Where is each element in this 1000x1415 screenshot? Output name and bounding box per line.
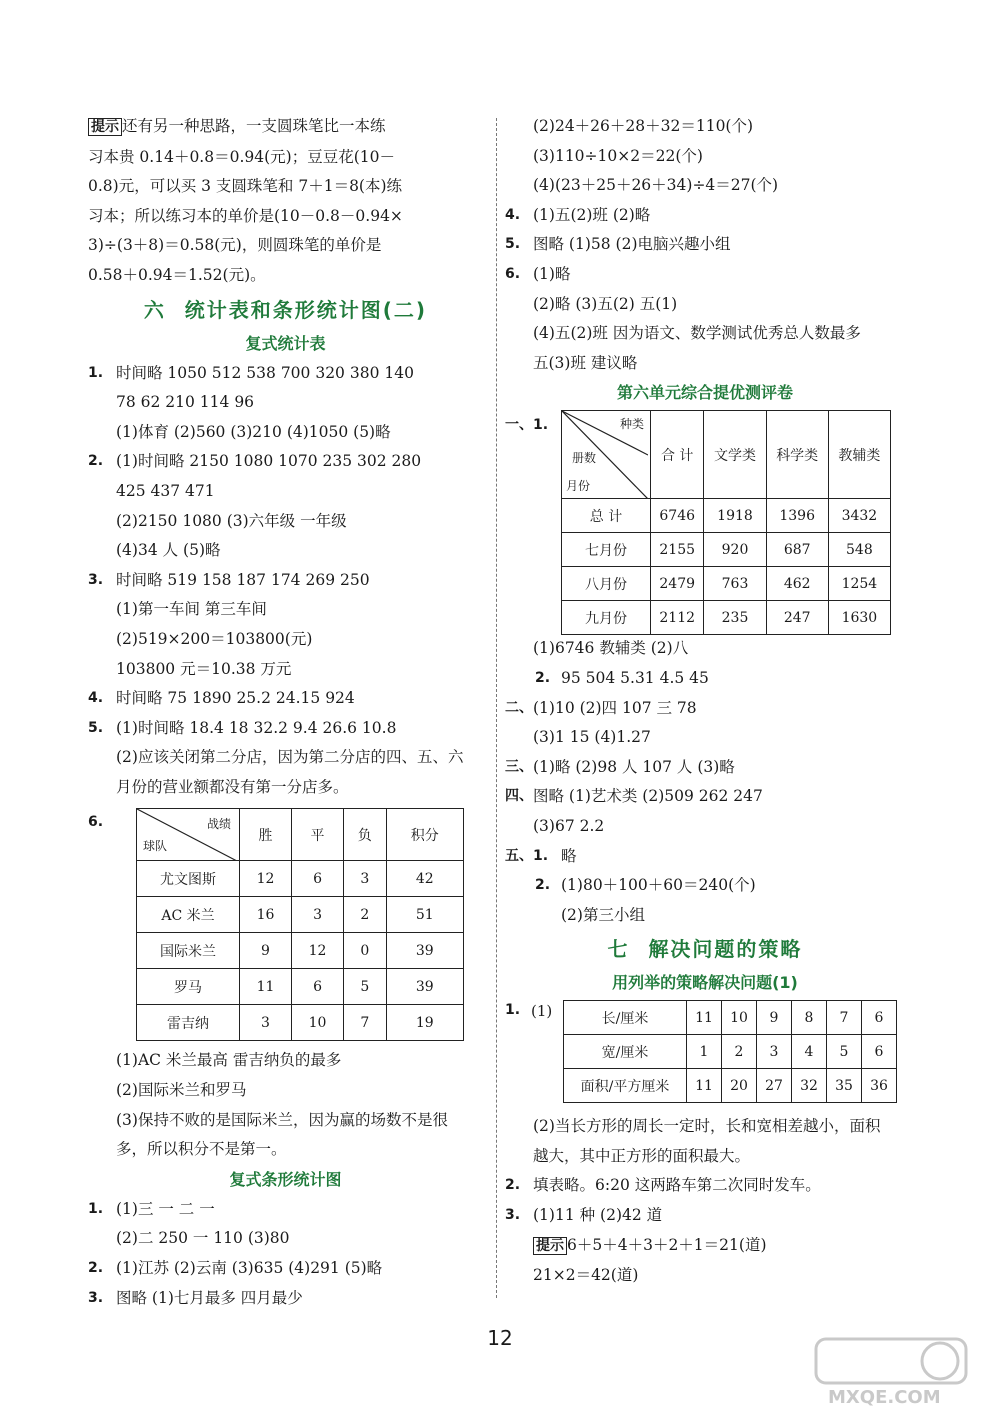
answer-line: 4. (1)五(2)班 (2)略 [505,205,651,224]
table-corner-cell: 种类 册数 月份 [562,411,651,499]
table-header: 负 [344,809,386,861]
answer-line: (1)AC 米兰最高 雷吉纳负的最多 [116,1051,342,1070]
answer-line: (3)110÷10×2＝22(个) [533,146,703,165]
chapter-title: 七 解决问题的策略 [607,937,803,962]
table-row: 罗马 11 6 5 39 [137,969,464,1005]
answer-line: 2. 填表略。6:20 这两路车第二次同时发车。 [505,1176,821,1195]
answer-line: (2)国际米兰和罗马 [116,1081,247,1100]
section-title: 用列举的策略解决问题(1) [612,973,798,993]
answer-line: (3)保持不败的是国际米兰，因为赢的场数不是很 [116,1110,448,1129]
q6-block: 6. 战绩 球队 胜 平 负 积分 尤文图斯 12 6 3 42 AC 米兰 16 3 2 51 国际米兰 9 12 0 39 罗马 11 6 5 39 雷吉纳 3 10 7 19 [88,808,483,1046]
answer-line: (2)24＋26＋28＋32＝110(个) [533,117,754,135]
answer-line: 五(3)班 建议略 [533,353,638,372]
answer-line: 3. 图略 (1)七月最多 四月最少 [88,1288,303,1307]
table-row: 宽/厘米 1 2 3 4 5 6 [564,1035,897,1069]
answer-line: 2. (1)80＋100＋60＝240(个) [535,876,756,895]
answer-line: 425 437 471 [116,481,215,500]
answer-line: (4)五(2)班 因为语文、数学测试优秀总人数最多 [533,324,861,343]
answer-line: (2)应该关闭第二分店，因为第二分店的四、五、六 [116,748,464,767]
answer-line: (3)1 15 (4)1.27 [533,728,651,747]
test-title: 第六单元综合提优测评卷 [616,383,793,403]
chapter-title: 六 统计表和条形统计图(二) [143,297,428,322]
c1-block: 1. (1) 长/厘米 11 10 9 8 7 6 宽/厘米 1 2 3 4 5 6 面积/平方厘米 11 20 27 32 35 36 [505,998,905,1112]
rectangle-table [563,1000,897,1103]
answer-line: 2. (1)时间略 2150 1080 1070 235 302 280 [88,452,422,471]
answer-line: 5. (1)时间略 18.4 18 32.2 9.4 26.6 10.8 [88,718,397,737]
answer-line: (1)第一车间 第三车间 [116,600,267,619]
table-row: 九月份 2112 235 247 1630 [562,601,891,635]
table-header: 平 [292,809,344,861]
left-column [88,112,483,1313]
answer-line: 5. 图略 (1)58 (2)电脑兴趣小组 [505,235,731,254]
answer-line: 四、 图略 (1)艺术类 (2)509 262 247 [505,787,763,806]
answer-line: (1)6746 教辅类 (2)八 [533,639,689,658]
table-row: 面积/平方厘米 11 20 27 32 35 36 [564,1069,897,1103]
book-table [561,410,891,635]
answer-line: 21×2＝42(道) [533,1266,639,1285]
table-row: 雷吉纳 3 10 7 19 [137,1005,464,1041]
hint-line: 0.8)元，可以买 3 支圆珠笔和 7＋1＝8(本)练 [88,177,403,196]
answer-line: 2. 95 504 5.31 4.5 45 [535,668,709,687]
section-title: 复式统计表 [245,333,326,353]
table-header: 胜 [240,809,292,861]
table-header: 文学类 [704,411,766,499]
answer-line: 越大，其中正方形的面积最大。 [533,1146,751,1165]
answer-line: (2)第三小组 [561,905,645,924]
match-table [136,808,464,1041]
table-header: 科学类 [766,411,828,499]
hint-label: 提示 [533,1237,567,1255]
table-corner-cell: 战绩 球队 [137,809,240,861]
answer-line: 五、1. 略 [505,846,577,865]
hint-line: 0.58＋0.94＝1.52(元)。 [88,265,266,284]
column-divider [496,118,497,1298]
hint-line: 习本贵 0.14＋0.8＝0.94(元)；豆豆花(10－ [88,147,395,166]
t1-block: 一、1. 种类 册数 月份 合 计 文学类 科学类 教辅类 总 计 6746 1918 1396 3432 七月份 2155 920 687 548 八月份 2479 763 462 1254 九月份 2112 235 247 1630 [505,408,905,634]
answer-line: (3)67 2.2 [533,816,605,835]
hint-line: 提示 6＋5＋4＋3＋2＋1＝21(道) [505,1231,905,1262]
right-column [505,112,905,1291]
table-row: 尤文图斯 12 6 3 42 [137,861,464,897]
table-row: 七月份 2155 920 687 548 [562,533,891,567]
answer-line: 6. (1)略 [505,264,571,283]
answer-line: (4)34 人 (5)略 [116,541,221,560]
answer-line: 1. 时间略 1050 512 538 700 320 380 140 [88,363,414,382]
answer-line: 103800 元＝10.38 万元 [116,659,292,678]
table-header: 教辅类 [828,411,890,499]
hint-line: 习本；所以练习本的单价是(10－0.8－0.94× [88,206,403,225]
hint-label: 提示 [88,118,122,136]
answer-line: (2)略 (3)五(2) 五(1) [533,294,678,313]
answer-line: 三、 (1)略 (2)98 人 107 人 (3)略 [505,757,735,776]
answer-line: 4. 时间略 75 1890 25.2 24.15 924 [88,689,355,708]
answer-line: (2)2150 1080 (3)六年级 一年级 [116,511,347,530]
table-row: 长/厘米 11 10 9 8 7 6 [564,1001,897,1035]
table-row: AC 米兰 16 3 2 51 [137,897,464,933]
hint-line: 3)÷(3＋8)＝0.58(元)，则圆珠笔的单价是 [88,236,382,255]
answer-line: 3. 时间略 519 158 187 174 269 250 [88,570,370,589]
watermark-logo [812,1335,972,1409]
answer-line: 2. (1)江苏 (2)云南 (3)635 (4)291 (5)略 [88,1259,383,1278]
table-row: 八月份 2479 763 462 1254 [562,567,891,601]
table-header: 积分 [386,809,463,861]
answer-line: 1. (1)三 一 二 一 [88,1199,215,1218]
answer-line: (4)(23＋25＋26＋34)÷4＝27(个) [533,176,779,195]
answer-line: 月份的营业额都没有第一分店多。 [116,777,349,796]
answer-line: 二、 (1)10 (2)四 107 三 78 [505,698,697,717]
answer-line: 多，所以积分不是第一。 [116,1140,287,1159]
watermark-icon [812,1335,972,1409]
section-title: 复式条形统计图 [229,1169,342,1189]
watermark-text: MXQE.COM [828,1387,941,1408]
answer-line: (1)体育 (2)560 (3)210 (4)1050 (5)略 [116,422,391,441]
table-row: 总 计 6746 1918 1396 3432 [562,499,891,533]
hint-line: 提示 还有另一种思路，一支圆珠笔比一本练 [88,112,483,143]
answer-line: 78 62 210 114 96 [116,393,255,412]
table-row: 国际米兰 9 12 0 39 [137,933,464,969]
answer-line: 3. (1)11 种 (2)42 道 [505,1206,663,1225]
answer-line: (2)519×200＝103800(元) [116,629,313,648]
answer-line: (2)当长方形的周长一定时，长和宽相差越小，面积 [533,1117,881,1136]
table-header: 合 计 [651,411,704,499]
answer-line: (2)二 250 一 110 (3)80 [116,1229,290,1248]
page-number: 12 [487,1326,513,1350]
